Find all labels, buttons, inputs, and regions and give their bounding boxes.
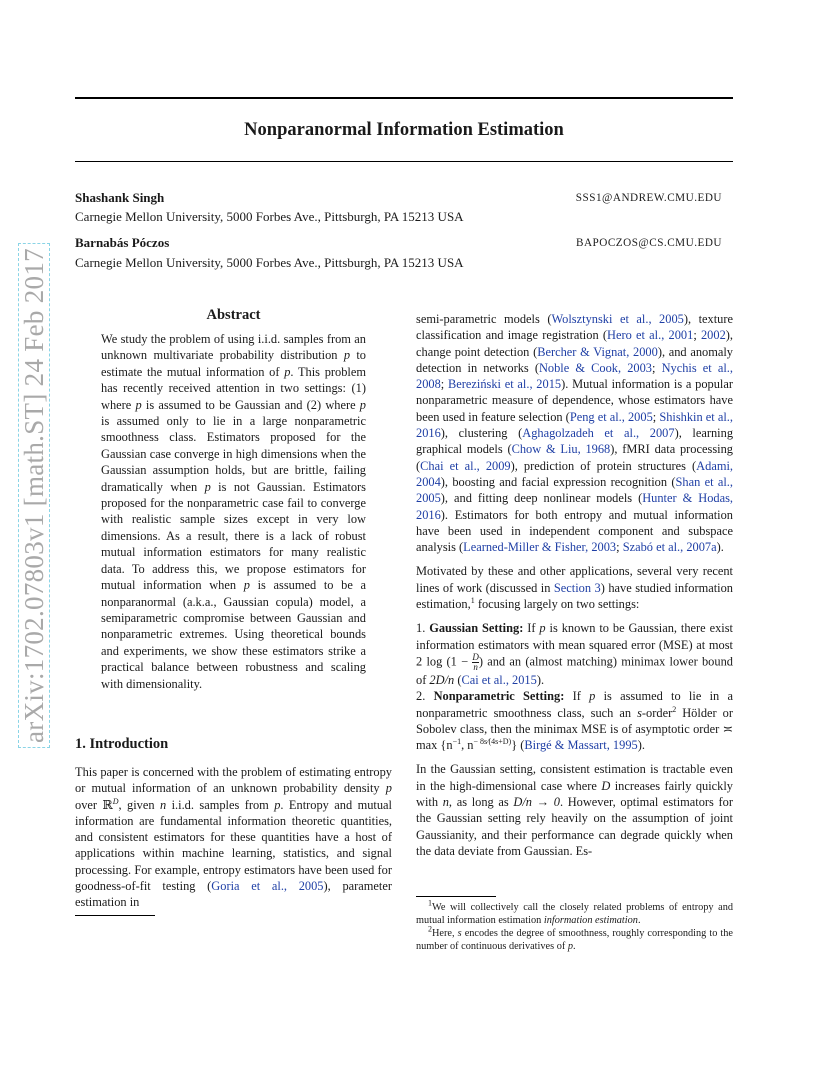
citation-link[interactable]: Bereziński et al., 2015 — [447, 377, 562, 392]
applications-paragraph: semi-parametric models (Wolsztynski et al., 2005), texture classification and image registration (Hero et al., 2001; 2002), change point detection (Bercher & Vignat, 2000), and anomaly detection in networks (Noble & Cook, 2003; Nychis et al., 2008; Bereziński et al., 2015). Mutual information is a popular nonparametric measure of dependence, whose estimators have been used in feature selection (Peng et al., 2005; Shishkin et al., 2016), clustering (Aghagolzadeh et al., 2007), learning graphical models (Chow & Liu, 1968), fMRI data processing (Chai et al., 2009), prediction of protein structures (Adami, 2004), boosting and facial expression recognition (Shan et al., 2005), and fitting deep nonlinear models (Hunter & Hodas, 2016). Estimators for both entropy and mutual information have been used in independent component and subspace analysis (Learned-Miller & Fisher, 2003; Szabó et al., 2007a). — [416, 312, 734, 555]
arxiv-stamp: arXiv:1702.07803v1 [math.ST] 24 Feb 2017 — [18, 243, 50, 748]
footnote-marker-2[interactable]: 2 — [672, 704, 677, 714]
intro-paragraph: This paper is concerned with the problem of estimating entropy or mutual information of an unknown probability density p over ℝ$^D$, given n i.i.d. samples from p. Entropy and mutual information are fundamental information theoretic quantities, and consistent estimators for these quantities have a host of applications within machine learning, statistics, and signal processing. For example, entropy estimators have been used for goodness-of-fit testing (Goria et al., 2005), parameter estimation in — [75, 765, 392, 910]
footnote-marker-1[interactable]: 1 — [470, 595, 475, 605]
author-email-1: SSS1@ANDREW.CMU.EDU — [575, 192, 722, 204]
citation-link[interactable]: Learned-Miller & Fisher, 2003 — [463, 540, 617, 555]
nonparametric-setting-item: 2. Nonparametric Setting: If p is assumed to lie in a nonparametric smoothness class, such an s-order$^2$ Hölder or Sobolev class, then the minimax MSE is of asymptotic order ≍ $\max \{n^{-1}$, $n^{- 8s⁄(4s+D)}$} (Birgé & Massart, 1995). — [416, 689, 733, 753]
citation-link[interactable]: Chow & Liu, 1968 — [511, 442, 611, 457]
citation-link[interactable]: Shan et al., 2005 — [416, 474, 733, 506]
citation-link[interactable]: Hunter & Hodas, 2016 — [416, 491, 733, 522]
citation-link[interactable]: Birgé & Massart, 1995 — [524, 738, 638, 753]
abstract-heading: Abstract — [206, 307, 261, 323]
author-name-1: Shashank Singh — [75, 190, 165, 205]
gaussian-setting-paragraph: In the Gaussian setting, consistent estimation is tractable even in the high-dimensional case where D increases fairly quickly with n, as long as D/n → 0. However, optimal estimators for the Gaussian setting rely heavily on the assumption of joint Gaussianity, and their performance can degrade quickly when the data deviate from Gaussian. Es- — [416, 762, 733, 858]
citation-link[interactable]: Hero et al., 2001 — [607, 328, 694, 343]
citation-link[interactable]: Szabó et al., 2007a — [622, 540, 717, 555]
footnote-rule-left — [75, 915, 155, 916]
author-affiliation-1: Carnegie Mellon University, 5000 Forbes Ave., Pittsburgh, PA 15213 USA — [75, 209, 464, 224]
citation-link[interactable]: Shishkin et al., 2016 — [416, 409, 733, 441]
author-email-2: BAPOCZOS@CS.CMU.EDU — [575, 237, 722, 249]
citation-link[interactable]: Aghagolzadeh et al., 2007 — [522, 426, 675, 441]
section-heading-introduction: 1. Introduction — [75, 736, 169, 752]
abstract-text: We study the problem of using i.i.d. samples from an unknown multivariate probability distribution p to estimate the mutual information of p. This problem has recently received attention in two settings: (1) where p is assumed to be Gaussian and (2) where p is assumed only to lie in a large nonparametric smoothness class. Estimators proposed for the Gaussian case converge in high dimensions when the Gaussian assumption holds, but are brittle, failing dramatically when p is not Gaussian. Estimators proposed for the nonparametric case fail to converge with realistic sample sizes except in very low dimensions. As a result, there is a lack of robust mutual information estimators for many realistic data. To address this, we propose estimators for mutual information when p is assumed to be a nonparanormal (a.k.a., Gaussian copula) model, a semiparametric compromise between Gaussian and nonparametric extremes. Using theoretical bounds and experiments, we show these estimators strike a practical balance between robustness and scaling with dimensionality. — [101, 332, 366, 691]
right-column — [416, 311, 733, 867]
footnote-1: $^1$We will collectively call the closely related problems of entropy and mutual information estimation information estimation. — [416, 898, 733, 926]
citation-link[interactable]: Chai et al., 2009 — [420, 458, 511, 473]
citation-link[interactable]: Goria et al., 2005 — [211, 879, 324, 894]
citation-link[interactable]: 2002 — [700, 328, 726, 343]
citation-link[interactable]: Adami, 2004 — [416, 458, 733, 489]
author-affiliation-2: Carnegie Mellon University, 5000 Forbes Ave., Pittsburgh, PA 15213 USA — [75, 255, 464, 270]
top-rule — [75, 97, 733, 99]
footnotes — [416, 898, 733, 953]
section-reference-link[interactable]: Section 3 — [553, 580, 601, 595]
citation-link[interactable]: Cai et al., 2015 — [461, 672, 537, 687]
motivation-paragraph: Motivated by these and other applications, several very recent lines of work (discussed in Section 3) have studied information estimation,$^1$ focusing largely on two settings: — [416, 564, 733, 612]
author-name-2: Barnabás Póczos — [75, 235, 170, 250]
title-rule — [75, 161, 733, 162]
citation-link[interactable]: Bercher & Vignat, 2000 — [537, 344, 658, 359]
gaussian-setting-item: 1. Gaussian Setting: If p is known to be Gaussian, there exist information estimators with mean squared error (MSE) at most 2 log (1 − $\frac{D}{n}$ ) and an (almost matching) minimax lower bound of 2D/n (Cai et al., 2015). — [416, 621, 733, 687]
citation-link[interactable]: Wolsztynski et al., 2005 — [551, 312, 684, 326]
citation-link[interactable]: Noble & Cook, 2003 — [538, 360, 652, 375]
citation-link[interactable]: Peng et al., 2005 — [569, 409, 653, 424]
footnote-rule-right — [416, 896, 496, 897]
paper-title: Nonparanormal Information Estimation — [244, 120, 564, 140]
footnote-2: $^2$Here, s encodes the degree of smoothness, roughly corresponding to the number of continuous derivatives of p. — [416, 924, 733, 952]
fraction-D-over-n: $\frac{D}{n}$ — [472, 651, 479, 672]
citation-link[interactable]: Nychis et al., 2008 — [416, 360, 733, 392]
